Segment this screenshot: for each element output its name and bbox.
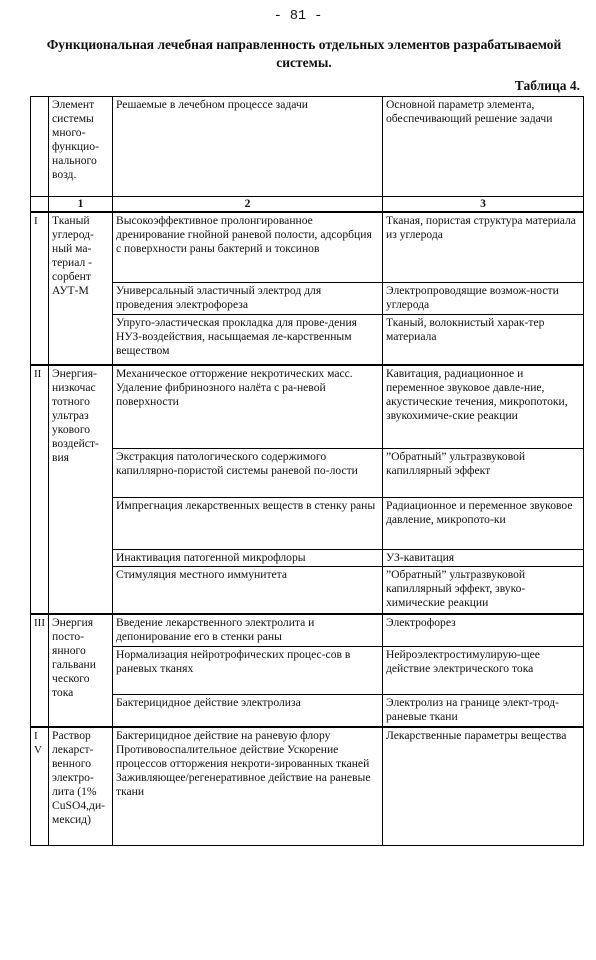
column-number-3: 3 xyxy=(383,197,584,213)
header-tasks: Решаемые в лечебном процессе задачи xyxy=(113,97,383,197)
table-caption: Таблица 4. xyxy=(514,78,580,93)
parameter-cell: Кавитация, радиационное и переменное звуковое давле-ние, акустические течения, микропотоки, звукохимиче-ские реакции xyxy=(383,365,584,448)
table-row xyxy=(31,549,584,566)
group-roman-numeral: II xyxy=(31,365,49,614)
parameter-cell: ”Обратный” ультразвуковой капиллярный эффект, звуко-химические реакции xyxy=(383,566,584,614)
group-element: Энергия посто-янного гальвани ческого тока xyxy=(49,614,113,727)
header-parameter: Основной параметр элемента, обеспечивающий решение задачи xyxy=(383,97,584,197)
table-row xyxy=(31,566,584,614)
task-cell: Введение лекарственного электролита и депонирование его в стенки раны xyxy=(113,614,383,646)
header-roman-cell xyxy=(31,97,49,197)
parameter-cell: Радиационное и переменное звуковое давление, микропото-ки xyxy=(383,497,584,549)
task-cell: Бактерицидное действие электролиза xyxy=(113,694,383,727)
column-number-1: 1 xyxy=(49,197,113,213)
header-element: Элемент системы много-функцио-нального возд. xyxy=(49,97,113,197)
task-cell: Бактерицидное действие на раневую флору Противовоспалительное действие Ускорение процессов отторжения некроти-зированных тканей Заживляющее/регенеративное действие на раневые ткани xyxy=(113,727,383,845)
column-number-row xyxy=(31,197,584,213)
parameter-cell: УЗ-кавитация xyxy=(383,549,584,566)
task-cell: Импрегнация лекарственных веществ в стенку раны xyxy=(113,497,383,549)
task-cell: Универсальный эластичный электрод для проведения электрофореза xyxy=(113,282,383,314)
table-row xyxy=(31,727,584,845)
parameter-cell: Электролиз на границе элект-трод-раневые ткани xyxy=(383,694,584,727)
group-element: Тканый углерод-ный ма-териал - сорбент АУТ-М xyxy=(49,212,113,365)
group-element: Энергия-низкочас тотного ультраз укового воздейст-вия xyxy=(49,365,113,614)
task-cell: Экстракция патологического содержимого капиллярно-пористой системы раневой по-лости xyxy=(113,448,383,497)
parameter-cell: Тканый, волокнистый харак-тер материала xyxy=(383,314,584,365)
task-cell: Механическое отторжение некротических масс. Удаление фибринозного налёта с ра-невой поверхности xyxy=(113,365,383,448)
table-row xyxy=(31,365,584,448)
table-row xyxy=(31,497,584,549)
table-row xyxy=(31,448,584,497)
task-cell: Высокоэффективное пролонгированное дренирование гнойной раневой полости, адсорбция с поверхности раны бактерий и токсинов xyxy=(113,212,383,282)
therapy-elements-table xyxy=(30,96,584,846)
group-roman-numeral: IV xyxy=(31,727,49,845)
group-roman-numeral: III xyxy=(31,614,49,727)
column-number-2: 2 xyxy=(113,197,383,213)
parameter-cell: Лекарственные параметры вещества xyxy=(383,727,584,845)
page-number: - 81 - xyxy=(273,9,323,24)
parameter-cell: Тканая, пористая структура материала из углерода xyxy=(383,212,584,282)
task-cell: Нормализация нейротрофических процес-сов в раневых тканях xyxy=(113,646,383,694)
parameter-cell: Электрофорез xyxy=(383,614,584,646)
table-row xyxy=(31,282,584,314)
task-cell: Инактивация патогенной микрофлоры xyxy=(113,549,383,566)
table-row xyxy=(31,614,584,646)
table-row xyxy=(31,694,584,727)
group-element: Раствор лекарст-венного электро-лита (1% CuSO4,ди-мексид) xyxy=(49,727,113,845)
column-number-blank xyxy=(31,197,49,213)
table-row xyxy=(31,212,584,282)
task-cell: Стимуляция местного иммунитета xyxy=(113,566,383,614)
parameter-cell: Нейроэлектростимулирую-щее действие электрического тока xyxy=(383,646,584,694)
header-row xyxy=(31,97,584,197)
task-cell: Упруго-эластическая прокладка для прове-дения НУЗ-воздействия, насыщаемая ле-карственным веществом xyxy=(113,314,383,365)
table-row xyxy=(31,314,584,365)
table-row xyxy=(31,646,584,694)
group-roman-numeral: I xyxy=(31,212,49,365)
parameter-cell: ”Обратный” ультразвуковой капиллярный эффект xyxy=(383,448,584,497)
page-title: Функциональная лечебная направленность отдельных элементов разрабатываемой системы. xyxy=(46,37,562,70)
parameter-cell: Электропроводящие возмож-ности углерода xyxy=(383,282,584,314)
